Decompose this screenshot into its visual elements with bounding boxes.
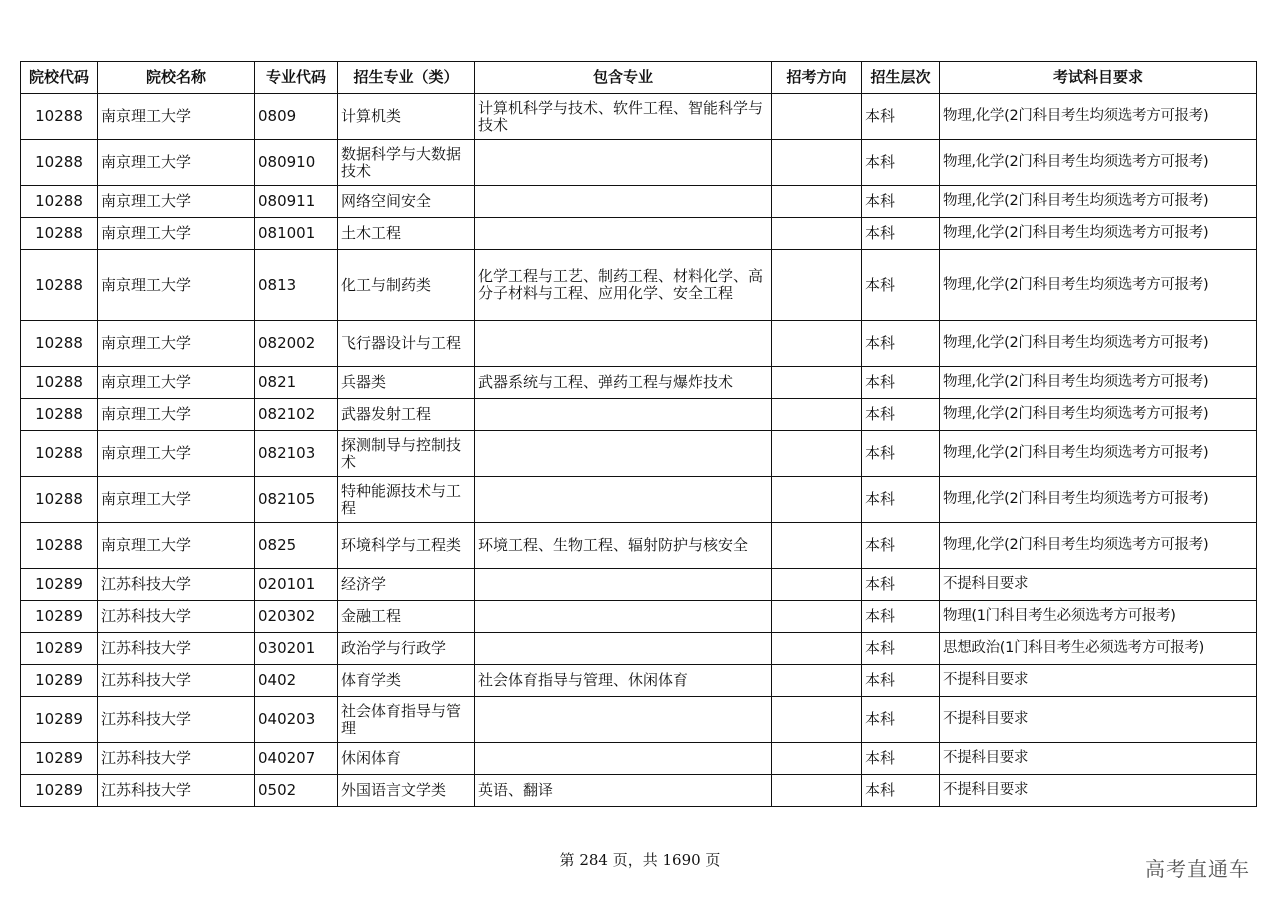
header-subject-requirement: 考试科目要求 bbox=[940, 62, 1257, 94]
cell-subject-requirement: 物理,化学(2门科目考生均须选考方可报考) bbox=[940, 94, 1257, 140]
cell-included-majors: 计算机科学与技术、软件工程、智能科学与技术 bbox=[475, 94, 772, 140]
cell-included-majors bbox=[475, 186, 772, 218]
cell-direction bbox=[772, 399, 862, 431]
table-row bbox=[21, 140, 1257, 186]
cell-direction bbox=[772, 601, 862, 633]
cell-school-name: 江苏科技大学 bbox=[98, 743, 255, 775]
cell-major-code: 080911 bbox=[255, 186, 338, 218]
cell-direction bbox=[772, 477, 862, 523]
cell-school-code: 10288 bbox=[21, 250, 98, 321]
header-school-name: 院校名称 bbox=[98, 62, 255, 94]
cell-major-code: 0502 bbox=[255, 775, 338, 807]
cell-included-majors: 环境工程、生物工程、辐射防护与核安全 bbox=[475, 523, 772, 569]
cell-school-code: 10289 bbox=[21, 569, 98, 601]
cell-school-name: 南京理工大学 bbox=[98, 477, 255, 523]
table-row bbox=[21, 186, 1257, 218]
cell-included-majors: 社会体育指导与管理、休闲体育 bbox=[475, 665, 772, 697]
cell-subject-requirement: 不提科目要求 bbox=[940, 775, 1257, 807]
cell-major-code: 081001 bbox=[255, 218, 338, 250]
cell-included-majors bbox=[475, 321, 772, 367]
cell-school-name: 南京理工大学 bbox=[98, 140, 255, 186]
cell-direction bbox=[772, 321, 862, 367]
cell-subject-requirement: 不提科目要求 bbox=[940, 697, 1257, 743]
cell-school-code: 10288 bbox=[21, 218, 98, 250]
cell-school-code: 10289 bbox=[21, 743, 98, 775]
cell-school-code: 10288 bbox=[21, 94, 98, 140]
cell-major-category: 政治学与行政学 bbox=[338, 633, 475, 665]
cell-school-code: 10289 bbox=[21, 697, 98, 743]
cell-direction bbox=[772, 218, 862, 250]
cell-subject-requirement: 物理,化学(2门科目考生均须选考方可报考) bbox=[940, 218, 1257, 250]
cell-school-code: 10288 bbox=[21, 399, 98, 431]
cell-level: 本科 bbox=[862, 321, 940, 367]
cell-included-majors: 化学工程与工艺、制药工程、材料化学、高分子材料与工程、应用化学、安全工程 bbox=[475, 250, 772, 321]
table-row bbox=[21, 321, 1257, 367]
cell-subject-requirement: 物理,化学(2门科目考生均须选考方可报考) bbox=[940, 250, 1257, 321]
cell-major-category: 外国语言文学类 bbox=[338, 775, 475, 807]
cell-subject-requirement: 物理,化学(2门科目考生均须选考方可报考) bbox=[940, 431, 1257, 477]
cell-major-code: 0813 bbox=[255, 250, 338, 321]
cell-major-code: 082102 bbox=[255, 399, 338, 431]
cell-school-name: 江苏科技大学 bbox=[98, 775, 255, 807]
cell-school-code: 10289 bbox=[21, 665, 98, 697]
cell-direction bbox=[772, 569, 862, 601]
cell-major-code: 0402 bbox=[255, 665, 338, 697]
cell-school-code: 10288 bbox=[21, 523, 98, 569]
table-row bbox=[21, 477, 1257, 523]
cell-major-code: 040207 bbox=[255, 743, 338, 775]
cell-school-code: 10288 bbox=[21, 367, 98, 399]
cell-level: 本科 bbox=[862, 697, 940, 743]
cell-direction bbox=[772, 250, 862, 321]
cell-subject-requirement: 物理(1门科目考生必须选考方可报考) bbox=[940, 601, 1257, 633]
cell-major-code: 082002 bbox=[255, 321, 338, 367]
cell-major-category: 休闲体育 bbox=[338, 743, 475, 775]
cell-major-category: 飞行器设计与工程 bbox=[338, 321, 475, 367]
cell-subject-requirement: 物理,化学(2门科目考生均须选考方可报考) bbox=[940, 186, 1257, 218]
cell-level: 本科 bbox=[862, 633, 940, 665]
cell-direction bbox=[772, 367, 862, 399]
cell-subject-requirement: 不提科目要求 bbox=[940, 665, 1257, 697]
cell-included-majors: 英语、翻译 bbox=[475, 775, 772, 807]
cell-major-code: 0821 bbox=[255, 367, 338, 399]
cell-included-majors bbox=[475, 633, 772, 665]
cell-level: 本科 bbox=[862, 477, 940, 523]
cell-school-code: 10288 bbox=[21, 431, 98, 477]
cell-level: 本科 bbox=[862, 523, 940, 569]
cell-level: 本科 bbox=[862, 186, 940, 218]
table-row bbox=[21, 399, 1257, 431]
cell-school-name: 江苏科技大学 bbox=[98, 665, 255, 697]
cell-major-code: 0809 bbox=[255, 94, 338, 140]
cell-level: 本科 bbox=[862, 431, 940, 477]
cell-level: 本科 bbox=[862, 665, 940, 697]
cell-included-majors bbox=[475, 569, 772, 601]
cell-school-code: 10289 bbox=[21, 775, 98, 807]
table-row bbox=[21, 743, 1257, 775]
cell-school-name: 南京理工大学 bbox=[98, 367, 255, 399]
table-row bbox=[21, 218, 1257, 250]
cell-school-code: 10288 bbox=[21, 321, 98, 367]
cell-included-majors bbox=[475, 140, 772, 186]
cell-level: 本科 bbox=[862, 601, 940, 633]
table-row bbox=[21, 633, 1257, 665]
cell-major-code: 040203 bbox=[255, 697, 338, 743]
cell-subject-requirement: 物理,化学(2门科目考生均须选考方可报考) bbox=[940, 321, 1257, 367]
cell-level: 本科 bbox=[862, 94, 940, 140]
cell-level: 本科 bbox=[862, 743, 940, 775]
cell-subject-requirement: 物理,化学(2门科目考生均须选考方可报考) bbox=[940, 367, 1257, 399]
cell-school-name: 南京理工大学 bbox=[98, 250, 255, 321]
cell-school-name: 南京理工大学 bbox=[98, 431, 255, 477]
cell-included-majors bbox=[475, 697, 772, 743]
cell-major-category: 化工与制药类 bbox=[338, 250, 475, 321]
cell-major-category: 数据科学与大数据技术 bbox=[338, 140, 475, 186]
cell-direction bbox=[772, 140, 862, 186]
cell-direction bbox=[772, 665, 862, 697]
table-row bbox=[21, 523, 1257, 569]
table-row bbox=[21, 665, 1257, 697]
cell-major-category: 特种能源技术与工程 bbox=[338, 477, 475, 523]
cell-included-majors bbox=[475, 743, 772, 775]
cell-school-code: 10289 bbox=[21, 601, 98, 633]
header-direction: 招考方向 bbox=[772, 62, 862, 94]
cell-included-majors bbox=[475, 477, 772, 523]
cell-major-code: 020302 bbox=[255, 601, 338, 633]
cell-major-category: 环境科学与工程类 bbox=[338, 523, 475, 569]
cell-direction bbox=[772, 775, 862, 807]
cell-school-name: 江苏科技大学 bbox=[98, 697, 255, 743]
page-number: 第 284 页，共 1690 页 bbox=[559, 851, 721, 869]
table-row bbox=[21, 431, 1257, 477]
cell-level: 本科 bbox=[862, 399, 940, 431]
table-row bbox=[21, 569, 1257, 601]
cell-subject-requirement: 不提科目要求 bbox=[940, 569, 1257, 601]
cell-school-name: 江苏科技大学 bbox=[98, 569, 255, 601]
cell-included-majors: 武器系统与工程、弹药工程与爆炸技术 bbox=[475, 367, 772, 399]
cell-direction bbox=[772, 523, 862, 569]
table-row bbox=[21, 601, 1257, 633]
cell-major-code: 0825 bbox=[255, 523, 338, 569]
cell-major-code: 082105 bbox=[255, 477, 338, 523]
cell-major-category: 网络空间安全 bbox=[338, 186, 475, 218]
admission-subject-table bbox=[20, 61, 1257, 807]
cell-school-code: 10288 bbox=[21, 186, 98, 218]
cell-major-category: 兵器类 bbox=[338, 367, 475, 399]
header-school-code: 院校代码 bbox=[21, 62, 98, 94]
table-row bbox=[21, 94, 1257, 140]
table-row bbox=[21, 367, 1257, 399]
cell-included-majors bbox=[475, 399, 772, 431]
header-major-category: 招生专业（类） bbox=[338, 62, 475, 94]
cell-direction bbox=[772, 186, 862, 218]
cell-school-name: 南京理工大学 bbox=[98, 321, 255, 367]
header-level: 招生层次 bbox=[862, 62, 940, 94]
table-body bbox=[21, 94, 1257, 807]
cell-school-name: 南京理工大学 bbox=[98, 94, 255, 140]
cell-direction bbox=[772, 697, 862, 743]
cell-major-category: 探测制导与控制技术 bbox=[338, 431, 475, 477]
cell-level: 本科 bbox=[862, 140, 940, 186]
cell-major-category: 武器发射工程 bbox=[338, 399, 475, 431]
cell-major-code: 020101 bbox=[255, 569, 338, 601]
watermark-text: 高考直通车 bbox=[1145, 857, 1250, 881]
cell-direction bbox=[772, 431, 862, 477]
cell-level: 本科 bbox=[862, 218, 940, 250]
cell-major-code: 030201 bbox=[255, 633, 338, 665]
cell-major-category: 计算机类 bbox=[338, 94, 475, 140]
cell-included-majors bbox=[475, 218, 772, 250]
cell-level: 本科 bbox=[862, 367, 940, 399]
cell-major-code: 080910 bbox=[255, 140, 338, 186]
cell-school-name: 江苏科技大学 bbox=[98, 601, 255, 633]
table-header-row bbox=[21, 62, 1257, 94]
cell-school-name: 江苏科技大学 bbox=[98, 633, 255, 665]
cell-major-category: 土木工程 bbox=[338, 218, 475, 250]
cell-school-code: 10289 bbox=[21, 633, 98, 665]
cell-major-code: 082103 bbox=[255, 431, 338, 477]
cell-subject-requirement: 物理,化学(2门科目考生均须选考方可报考) bbox=[940, 477, 1257, 523]
cell-level: 本科 bbox=[862, 250, 940, 321]
cell-school-name: 南京理工大学 bbox=[98, 523, 255, 569]
table-row bbox=[21, 697, 1257, 743]
cell-school-name: 南京理工大学 bbox=[98, 186, 255, 218]
cell-subject-requirement: 物理,化学(2门科目考生均须选考方可报考) bbox=[940, 523, 1257, 569]
cell-school-code: 10288 bbox=[21, 477, 98, 523]
cell-level: 本科 bbox=[862, 569, 940, 601]
cell-subject-requirement: 思想政治(1门科目考生必须选考方可报考) bbox=[940, 633, 1257, 665]
cell-subject-requirement: 物理,化学(2门科目考生均须选考方可报考) bbox=[940, 399, 1257, 431]
cell-major-category: 金融工程 bbox=[338, 601, 475, 633]
cell-major-category: 社会体育指导与管理 bbox=[338, 697, 475, 743]
cell-subject-requirement: 物理,化学(2门科目考生均须选考方可报考) bbox=[940, 140, 1257, 186]
cell-school-name: 南京理工大学 bbox=[98, 399, 255, 431]
cell-major-category: 经济学 bbox=[338, 569, 475, 601]
cell-major-category: 体育学类 bbox=[338, 665, 475, 697]
cell-school-code: 10288 bbox=[21, 140, 98, 186]
header-major-code: 专业代码 bbox=[255, 62, 338, 94]
header-included-majors: 包含专业 bbox=[475, 62, 772, 94]
cell-included-majors bbox=[475, 431, 772, 477]
table-row bbox=[21, 775, 1257, 807]
cell-level: 本科 bbox=[862, 775, 940, 807]
table-row bbox=[21, 250, 1257, 321]
cell-direction bbox=[772, 743, 862, 775]
cell-school-name: 南京理工大学 bbox=[98, 218, 255, 250]
cell-direction bbox=[772, 94, 862, 140]
cell-subject-requirement: 不提科目要求 bbox=[940, 743, 1257, 775]
cell-direction bbox=[772, 633, 862, 665]
cell-included-majors bbox=[475, 601, 772, 633]
